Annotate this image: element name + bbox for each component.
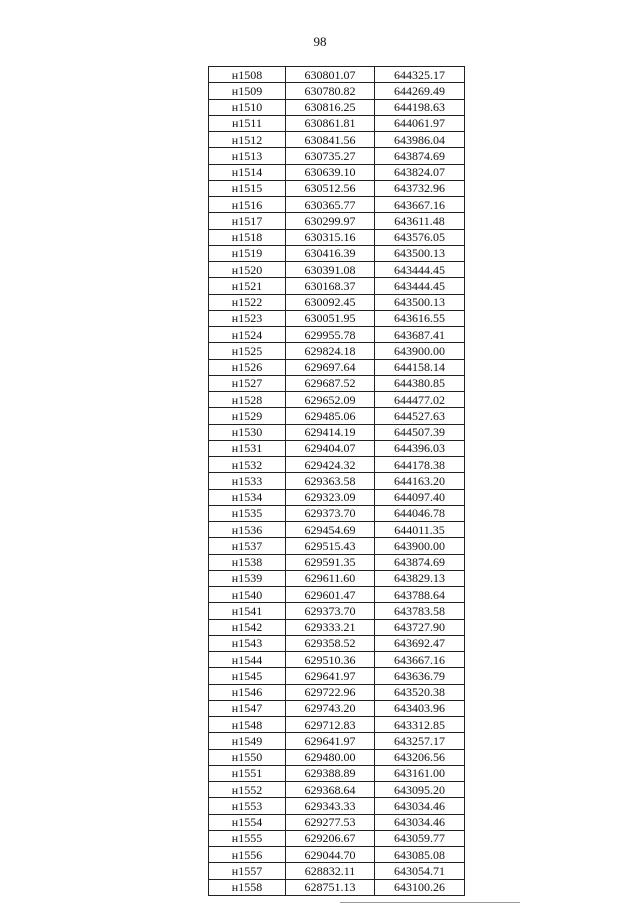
- page-number: 98: [313, 34, 327, 49]
- table-row: [209, 132, 465, 148]
- x-coordinate-cell: 630735.27: [286, 148, 375, 164]
- x-coordinate-cell: 629368.64: [286, 782, 375, 798]
- x-coordinate-cell: 629712.83: [286, 717, 375, 733]
- y-coordinate-cell: 643824.07: [375, 164, 465, 180]
- table-row: [209, 343, 465, 359]
- point-id-cell: н1554: [209, 814, 286, 830]
- point-id-cell: н1524: [209, 327, 286, 343]
- point-id-cell: н1558: [209, 879, 286, 895]
- y-coordinate-cell: 644396.03: [375, 440, 465, 456]
- y-coordinate-cell: 643874.69: [375, 148, 465, 164]
- y-coordinate-cell: 643636.79: [375, 668, 465, 684]
- point-id-cell: н1534: [209, 489, 286, 505]
- y-coordinate-cell: 643732.96: [375, 180, 465, 196]
- table-row: [209, 603, 465, 619]
- y-coordinate-cell: 643034.46: [375, 798, 465, 814]
- y-coordinate-cell: 644158.14: [375, 359, 465, 375]
- table-row: [209, 115, 465, 131]
- y-coordinate-cell: 644380.85: [375, 375, 465, 391]
- point-id-cell: н1556: [209, 847, 286, 863]
- y-coordinate-cell: 644046.78: [375, 505, 465, 521]
- table-row: [209, 684, 465, 700]
- y-coordinate-cell: 644061.97: [375, 115, 465, 131]
- point-id-cell: н1527: [209, 375, 286, 391]
- point-id-cell: н1510: [209, 99, 286, 115]
- table-row: [209, 310, 465, 326]
- table-row: [209, 814, 465, 830]
- point-id-cell: н1522: [209, 294, 286, 310]
- x-coordinate-cell: 630841.56: [286, 132, 375, 148]
- table-row: [209, 375, 465, 391]
- y-coordinate-cell: 643100.26: [375, 879, 465, 895]
- x-coordinate-cell: 630051.95: [286, 310, 375, 326]
- x-coordinate-cell: 629388.89: [286, 765, 375, 781]
- x-coordinate-cell: 629515.43: [286, 538, 375, 554]
- x-coordinate-cell: 630512.56: [286, 180, 375, 196]
- x-coordinate-cell: 630801.07: [286, 67, 375, 83]
- y-coordinate-cell: 644477.02: [375, 392, 465, 408]
- x-coordinate-cell: 630315.16: [286, 229, 375, 245]
- y-coordinate-cell: 643206.56: [375, 749, 465, 765]
- table-row: [209, 262, 465, 278]
- y-coordinate-cell: 643667.16: [375, 197, 465, 213]
- point-id-cell: н1548: [209, 717, 286, 733]
- y-coordinate-cell: 643874.69: [375, 554, 465, 570]
- point-id-cell: н1512: [209, 132, 286, 148]
- table-row: [209, 278, 465, 294]
- point-id-cell: н1532: [209, 457, 286, 473]
- y-coordinate-cell: 643900.00: [375, 343, 465, 359]
- table-row: [209, 798, 465, 814]
- point-id-cell: н1530: [209, 424, 286, 440]
- table-row: [209, 635, 465, 651]
- x-coordinate-cell: 630092.45: [286, 294, 375, 310]
- x-coordinate-cell: 629333.21: [286, 619, 375, 635]
- y-coordinate-cell: 644325.17: [375, 67, 465, 83]
- point-id-cell: н1557: [209, 863, 286, 879]
- point-id-cell: н1523: [209, 310, 286, 326]
- y-coordinate-cell: 643687.41: [375, 327, 465, 343]
- table-row: [209, 473, 465, 489]
- y-coordinate-cell: 644163.20: [375, 473, 465, 489]
- point-id-cell: н1535: [209, 505, 286, 521]
- x-coordinate-cell: 630861.81: [286, 115, 375, 131]
- y-coordinate-cell: 643054.71: [375, 863, 465, 879]
- table-row: [209, 424, 465, 440]
- point-id-cell: н1525: [209, 343, 286, 359]
- table-row: [209, 782, 465, 798]
- x-coordinate-cell: 630365.77: [286, 197, 375, 213]
- y-coordinate-cell: 643576.05: [375, 229, 465, 245]
- y-coordinate-cell: 643900.00: [375, 538, 465, 554]
- x-coordinate-cell: 629323.09: [286, 489, 375, 505]
- x-coordinate-cell: 630168.37: [286, 278, 375, 294]
- x-coordinate-cell: 629611.60: [286, 570, 375, 586]
- table-row: [209, 197, 465, 213]
- table-row: [209, 294, 465, 310]
- x-coordinate-cell: 629424.32: [286, 457, 375, 473]
- x-coordinate-cell: 629358.52: [286, 635, 375, 651]
- y-coordinate-cell: 644097.40: [375, 489, 465, 505]
- table-row: [209, 180, 465, 196]
- y-coordinate-cell: 644269.49: [375, 83, 465, 99]
- table-row: [209, 148, 465, 164]
- x-coordinate-cell: 629697.64: [286, 359, 375, 375]
- x-coordinate-cell: 629652.09: [286, 392, 375, 408]
- coordinates-table-body: [209, 67, 465, 896]
- table-row: [209, 717, 465, 733]
- point-id-cell: н1533: [209, 473, 286, 489]
- table-row: [209, 164, 465, 180]
- table-row: [209, 245, 465, 261]
- point-id-cell: н1538: [209, 554, 286, 570]
- y-coordinate-cell: 643257.17: [375, 733, 465, 749]
- point-id-cell: н1537: [209, 538, 286, 554]
- y-coordinate-cell: 644507.39: [375, 424, 465, 440]
- x-coordinate-cell: 629363.58: [286, 473, 375, 489]
- y-coordinate-cell: 644198.63: [375, 99, 465, 115]
- x-coordinate-cell: 628832.11: [286, 863, 375, 879]
- table-row: [209, 440, 465, 456]
- x-coordinate-cell: 629044.70: [286, 847, 375, 863]
- point-id-cell: н1528: [209, 392, 286, 408]
- x-coordinate-cell: 628751.13: [286, 879, 375, 895]
- point-id-cell: н1543: [209, 635, 286, 651]
- point-id-cell: н1508: [209, 67, 286, 83]
- table-row: [209, 538, 465, 554]
- y-coordinate-cell: 643500.13: [375, 294, 465, 310]
- table-row: [209, 570, 465, 586]
- point-id-cell: н1555: [209, 830, 286, 846]
- table-row: [209, 408, 465, 424]
- table-row: [209, 327, 465, 343]
- table-row: [209, 652, 465, 668]
- x-coordinate-cell: 630416.39: [286, 245, 375, 261]
- table-row: [209, 668, 465, 684]
- point-id-cell: н1547: [209, 700, 286, 716]
- x-coordinate-cell: 629641.97: [286, 668, 375, 684]
- x-coordinate-cell: 629454.69: [286, 522, 375, 538]
- point-id-cell: н1540: [209, 587, 286, 603]
- x-coordinate-cell: 630391.08: [286, 262, 375, 278]
- y-coordinate-cell: 643727.90: [375, 619, 465, 635]
- x-coordinate-cell: 629277.53: [286, 814, 375, 830]
- x-coordinate-cell: 629722.96: [286, 684, 375, 700]
- table-row: [209, 847, 465, 863]
- y-coordinate-cell: 643783.58: [375, 603, 465, 619]
- y-coordinate-cell: 643500.13: [375, 245, 465, 261]
- point-id-cell: н1550: [209, 749, 286, 765]
- y-coordinate-cell: 644527.63: [375, 408, 465, 424]
- point-id-cell: н1517: [209, 213, 286, 229]
- x-coordinate-cell: 630639.10: [286, 164, 375, 180]
- x-coordinate-cell: 629591.35: [286, 554, 375, 570]
- scan-edge-line: [340, 902, 520, 903]
- point-id-cell: н1513: [209, 148, 286, 164]
- x-coordinate-cell: 629373.70: [286, 603, 375, 619]
- point-id-cell: н1551: [209, 765, 286, 781]
- point-id-cell: н1546: [209, 684, 286, 700]
- point-id-cell: н1519: [209, 245, 286, 261]
- point-id-cell: н1518: [209, 229, 286, 245]
- y-coordinate-cell: 643095.20: [375, 782, 465, 798]
- y-coordinate-cell: 643692.47: [375, 635, 465, 651]
- table-row: [209, 83, 465, 99]
- table-row: [209, 99, 465, 115]
- point-id-cell: н1511: [209, 115, 286, 131]
- y-coordinate-cell: 643059.77: [375, 830, 465, 846]
- point-id-cell: н1553: [209, 798, 286, 814]
- x-coordinate-cell: 630780.82: [286, 83, 375, 99]
- x-coordinate-cell: 629687.52: [286, 375, 375, 391]
- y-coordinate-cell: 643444.45: [375, 278, 465, 294]
- x-coordinate-cell: 630299.97: [286, 213, 375, 229]
- y-coordinate-cell: 644178.38: [375, 457, 465, 473]
- table-row: [209, 733, 465, 749]
- point-id-cell: н1539: [209, 570, 286, 586]
- point-id-cell: н1531: [209, 440, 286, 456]
- x-coordinate-cell: 629641.97: [286, 733, 375, 749]
- y-coordinate-cell: 644011.35: [375, 522, 465, 538]
- point-id-cell: н1542: [209, 619, 286, 635]
- point-id-cell: н1549: [209, 733, 286, 749]
- coordinates-table: [208, 66, 465, 896]
- y-coordinate-cell: 643520.38: [375, 684, 465, 700]
- x-coordinate-cell: 629343.33: [286, 798, 375, 814]
- table-row: [209, 587, 465, 603]
- y-coordinate-cell: 643667.16: [375, 652, 465, 668]
- point-id-cell: н1536: [209, 522, 286, 538]
- table-row: [209, 765, 465, 781]
- table-row: [209, 554, 465, 570]
- x-coordinate-cell: 629824.18: [286, 343, 375, 359]
- table-row: [209, 700, 465, 716]
- y-coordinate-cell: 643085.08: [375, 847, 465, 863]
- y-coordinate-cell: 643161.00: [375, 765, 465, 781]
- table-row: [209, 505, 465, 521]
- y-coordinate-cell: 643616.55: [375, 310, 465, 326]
- table-row: [209, 830, 465, 846]
- y-coordinate-cell: 643444.45: [375, 262, 465, 278]
- x-coordinate-cell: 629510.36: [286, 652, 375, 668]
- y-coordinate-cell: 643312.85: [375, 717, 465, 733]
- point-id-cell: н1529: [209, 408, 286, 424]
- x-coordinate-cell: 629601.47: [286, 587, 375, 603]
- x-coordinate-cell: 629480.00: [286, 749, 375, 765]
- y-coordinate-cell: 643829.13: [375, 570, 465, 586]
- x-coordinate-cell: 629743.20: [286, 700, 375, 716]
- table-row: [209, 392, 465, 408]
- point-id-cell: н1520: [209, 262, 286, 278]
- table-row: [209, 749, 465, 765]
- table-row: [209, 619, 465, 635]
- table-row: [209, 457, 465, 473]
- point-id-cell: н1552: [209, 782, 286, 798]
- x-coordinate-cell: 629485.06: [286, 408, 375, 424]
- table-row: [209, 359, 465, 375]
- table-row: [209, 863, 465, 879]
- x-coordinate-cell: 629404.07: [286, 440, 375, 456]
- y-coordinate-cell: 643611.48: [375, 213, 465, 229]
- y-coordinate-cell: 643788.64: [375, 587, 465, 603]
- x-coordinate-cell: 630816.25: [286, 99, 375, 115]
- table-row: [209, 229, 465, 245]
- point-id-cell: н1526: [209, 359, 286, 375]
- y-coordinate-cell: 643403.96: [375, 700, 465, 716]
- point-id-cell: н1541: [209, 603, 286, 619]
- point-id-cell: н1515: [209, 180, 286, 196]
- x-coordinate-cell: 629414.19: [286, 424, 375, 440]
- point-id-cell: н1544: [209, 652, 286, 668]
- x-coordinate-cell: 629955.78: [286, 327, 375, 343]
- table-row: [209, 522, 465, 538]
- y-coordinate-cell: 643034.46: [375, 814, 465, 830]
- point-id-cell: н1516: [209, 197, 286, 213]
- x-coordinate-cell: 629206.67: [286, 830, 375, 846]
- point-id-cell: н1509: [209, 83, 286, 99]
- table-row: [209, 67, 465, 83]
- table-row: [209, 213, 465, 229]
- point-id-cell: н1514: [209, 164, 286, 180]
- point-id-cell: н1521: [209, 278, 286, 294]
- y-coordinate-cell: 643986.04: [375, 132, 465, 148]
- point-id-cell: н1545: [209, 668, 286, 684]
- x-coordinate-cell: 629373.70: [286, 505, 375, 521]
- table-row: [209, 489, 465, 505]
- table-row: [209, 879, 465, 895]
